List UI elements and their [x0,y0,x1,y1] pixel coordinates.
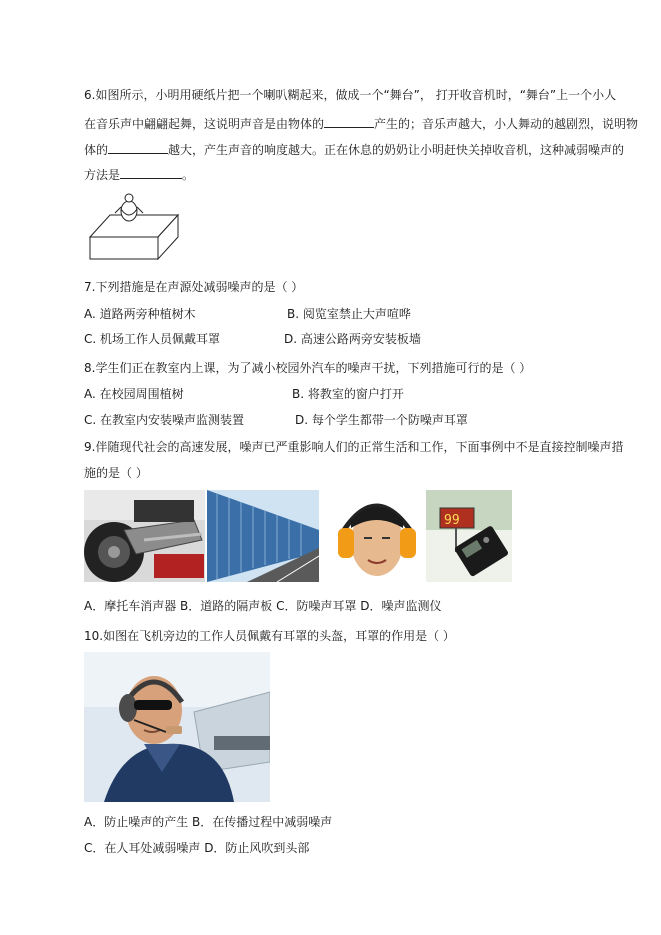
noise-meter-photo [426,490,512,582]
q9-stem-line-1: 9.伴随现代社会的高速发展，噪声已严重影响人们的正常生活和工作，下面事例中不是直接控制噪声措 [84,440,624,454]
q6-blank-3[interactable] [120,165,182,179]
q8-option-a[interactable]: A. 在校园周围植树 [84,387,184,401]
q9-options[interactable]: A．摩托车消声器 B．道路的隔声板 C．防噪声耳罩 D．噪声监测仪 [84,599,442,613]
q7-option-a[interactable]: A. 道路两旁种植树木 [84,307,196,321]
q6-line-1: 6.如图所示，小明用硬纸片把一个喇叭糊起来，做成一个“舞台”， 打开收音机时，“舞台”上一个小人 [84,88,617,102]
q9-stem-line-2: 施的是（ ） [84,466,148,480]
q6-line-2-start: 在音乐声中翩翩起舞，这说明声音是由物体的 [84,117,325,131]
q10-stem: 10.如图在飞机旁边的工作人员佩戴有耳罩的头盔，耳罩的作用是（ ） [84,629,455,643]
meter-reading-text: 99 [444,513,460,528]
pilot-with-headset-photo [84,652,270,802]
stage-box-figure [88,193,184,263]
q6-line-4-start: 方法是 [84,168,121,182]
sound-barrier-photo [207,490,319,582]
motorcycle-muffler-photo [84,490,205,582]
q6-line-4 [84,165,194,183]
q6-line-3-start: 体的 [84,143,109,157]
q6-line-2-end: 产生的；音乐声越大，小人舞动的越剧烈，说明物 [374,117,639,131]
q6-line-4-end: 。 [182,168,195,182]
q7-option-d[interactable]: D. 高速公路两旁安装板墙 [284,332,421,346]
q7-option-b[interactable]: B. 阅览室禁止大声喧哗 [287,307,411,321]
q10-options-cd[interactable]: C．在人耳处减弱噪声 D．防止风吹到头部 [84,841,310,855]
q6-line-2 [84,114,638,132]
q8-option-c[interactable]: C. 在教室内安装噪声监测装置 [84,413,245,427]
q8-option-d[interactable]: D. 每个学生都带一个防噪声耳罩 [295,413,468,427]
q6-blank-1[interactable] [324,114,374,128]
q10-options-ab[interactable]: A．防止噪声的产生 B．在传播过程中减弱噪声 [84,815,333,829]
q6-line-3 [84,140,624,158]
q8-option-b[interactable]: B. 将教室的窗户打开 [292,387,404,401]
q6-line-3-end: 越大，产生声音的响度越大。正在休息的奶奶让小明赶快关掉收音机，这种减弱噪声的 [168,143,625,157]
earmuffs-photo [336,490,418,582]
q6-blank-2[interactable] [108,140,168,154]
q7-option-c[interactable]: C. 机场工作人员佩戴耳罩 [84,332,221,346]
q8-stem: 8.学生们正在教室内上课，为了减小校园外汽车的噪声干扰，下列措施可行的是（ ） [84,361,532,375]
q7-stem: 7.下列措施是在声源处减弱噪声的是（ ） [84,280,304,294]
